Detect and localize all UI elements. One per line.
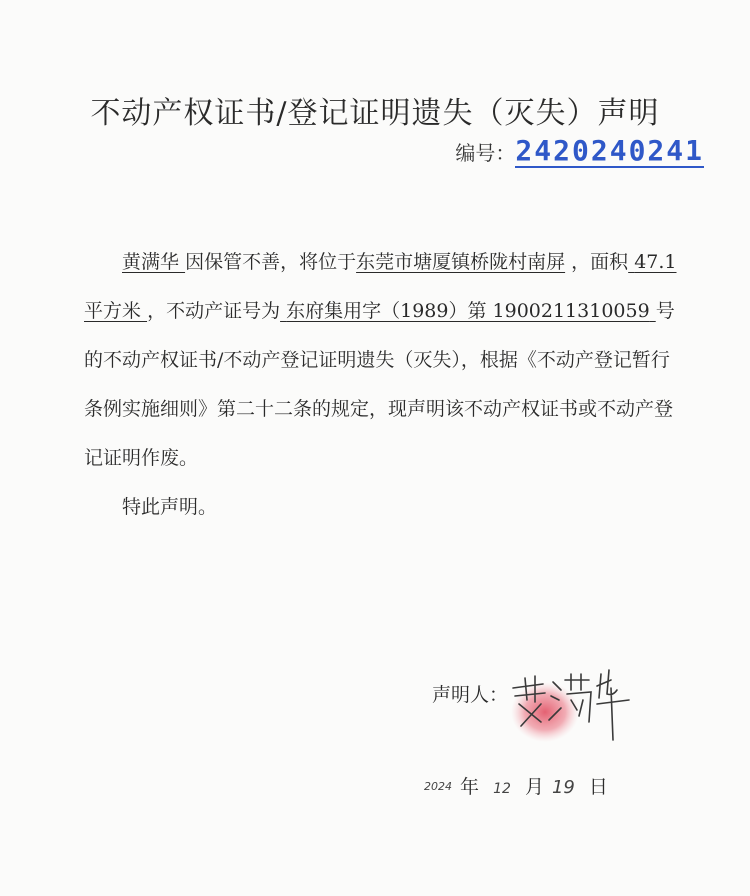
owner-name: 黄满华: [122, 251, 180, 273]
date-year: 2024: [424, 780, 452, 793]
handwritten-signature: [505, 660, 635, 750]
property-location: 东莞市塘厦镇桥陇村南屏: [356, 251, 566, 273]
fingerprint-mark: [511, 682, 579, 742]
certificate-number: 东府集用字（1989）第 1900211310059: [286, 300, 650, 322]
number-label: 编号：: [455, 141, 516, 165]
property-area: 47.1 平方米: [84, 251, 677, 322]
document-title: 不动产权证书/登记证明遗失（灭失）声明: [90, 96, 660, 131]
date-day: 19: [551, 777, 575, 798]
document-number: [455, 136, 704, 168]
declarant-label: 声明人：: [432, 684, 509, 706]
closing-statement: 特此声明。: [122, 496, 218, 518]
declaration-paragraph: 黄满华 因保管不善，将位于东莞市塘厦镇桥陇村南屏 ，面积 47.1 平方米 ，不动产证号为 东府集用字（1989）第 1900211310059 号的不动产权证书/不动产登记证明遗失（灭失），根据《不动产登记暂行条例实施细则》第二十二条的规定，现声明该不动产权证书或不动产登记证明作废。: [84, 251, 677, 469]
number-value: 2420240241: [515, 134, 704, 167]
declaration-date: 2024 年 12 月 19 日: [424, 776, 608, 798]
declaration-body: [84, 238, 680, 532]
date-month: 12: [493, 781, 511, 797]
